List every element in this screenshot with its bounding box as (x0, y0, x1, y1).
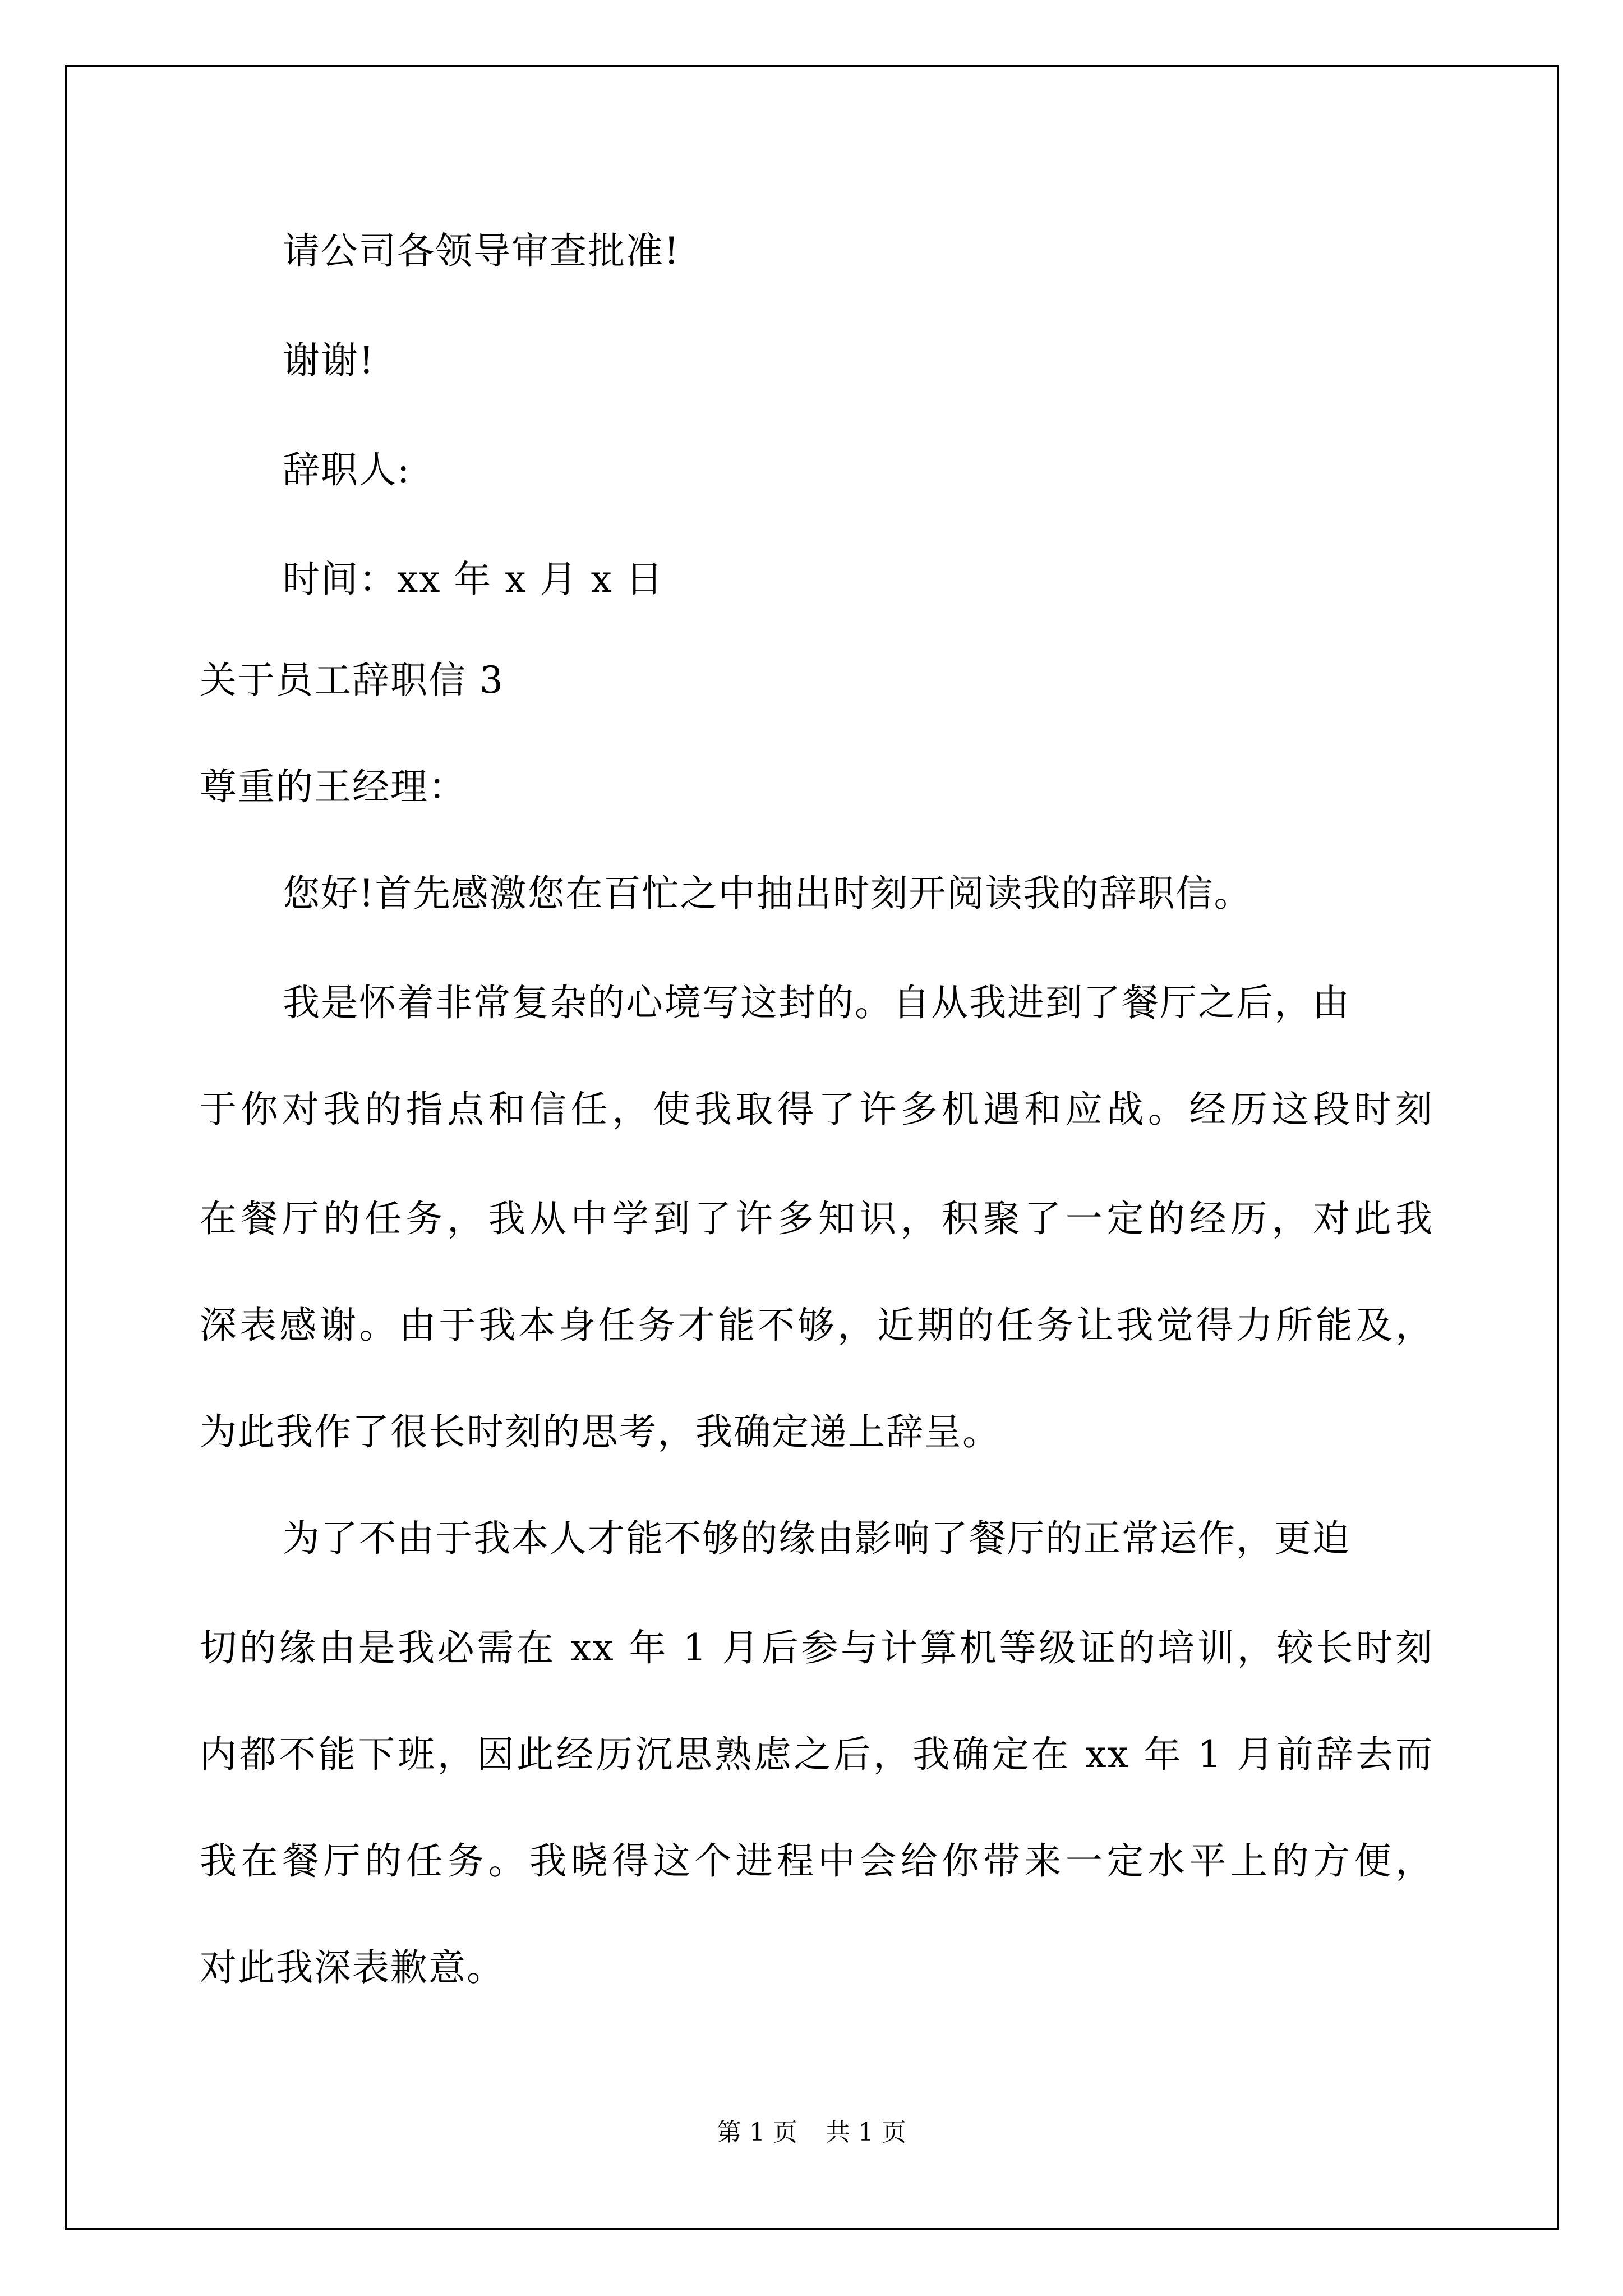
page-footer (0, 2120, 1623, 2145)
paragraph-line: 为了不由于我本人才能不够的缘由影响了餐厅的正常运作，更迫 (283, 1517, 1350, 1560)
paragraph-line: 切的缘由是我必需在 xx 年 1 月后参与计算机等级证的培训，较长时刻 (200, 1626, 1433, 1669)
resigner-line: 辞职人: (283, 448, 411, 491)
paragraph-line: 深表感谢。由于我本身任务才能不够，近期的任务让我觉得力所能及， (200, 1304, 1433, 1347)
thanks-line: 谢谢! (283, 339, 375, 382)
paragraph-line: 在餐厅的任务，我从中学到了许多知识，积聚了一定的经历，对此我 (200, 1197, 1433, 1240)
page-frame (65, 65, 1559, 2230)
salutation: 尊重的王经理： (200, 765, 467, 808)
paragraph-line: 为此我作了很长时刻的思考，我确定递上辞呈。 (200, 1410, 1000, 1453)
paragraph-line: 我在餐厅的任务。我晓得这个进程中会给你带来一定水平上的方便， (200, 1839, 1433, 1883)
paragraph-line: 于你对我的指点和信任，使我取得了许多机遇和应战。经历这段时刻 (200, 1088, 1433, 1131)
letter-title: 关于员工辞职信 3 (200, 659, 504, 702)
date-line: 时间：xx 年 x 月 x 日 (283, 558, 664, 601)
page-number: 第 1 页 (717, 2118, 797, 2147)
page-total: 共 1 页 (826, 2118, 906, 2147)
approval-request-line: 请公司各领导审查批准! (283, 229, 680, 273)
paragraph-line: 我是怀着非常复杂的心境写这封的。自从我进到了餐厅之后，由 (283, 981, 1350, 1024)
greeting-paragraph: 您好!首先感激您在百忙之中抽出时刻开阅读我的辞职信。 (283, 872, 1252, 915)
paragraph-line: 对此我深表歉意。 (200, 1946, 505, 1989)
paragraph-line: 内都不能下班，因此经历沉思熟虑之后，我确定在 xx 年 1 月前辞去而 (200, 1733, 1433, 1776)
